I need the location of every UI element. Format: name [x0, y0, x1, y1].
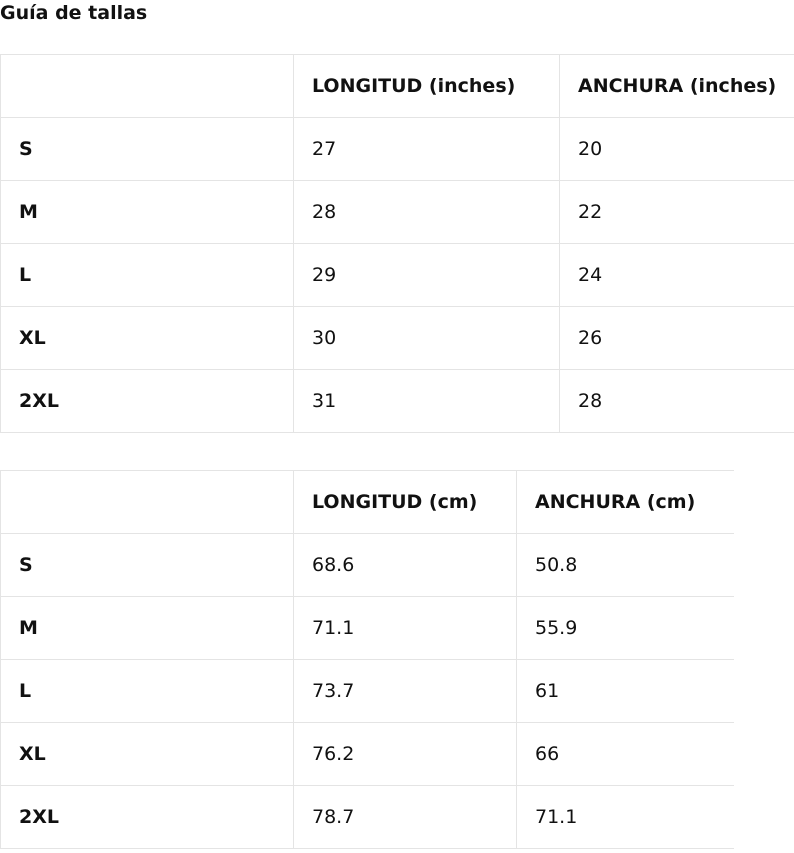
- length-cell: 27: [294, 118, 560, 181]
- table-row: [1, 370, 794, 433]
- size-table-inches-container: [0, 54, 794, 437]
- table-row: [1, 786, 735, 849]
- length-cell: 71.1: [294, 597, 517, 660]
- length-cell: 68.6: [294, 534, 517, 597]
- size-label-cell: 2XL: [1, 370, 294, 433]
- length-cell: 76.2: [294, 723, 517, 786]
- size-table-cm: [0, 470, 734, 849]
- header-cell-width: ANCHURA (cm): [517, 471, 735, 534]
- size-label-cell: L: [1, 244, 294, 307]
- header-cell-length: LONGITUD (inches): [294, 55, 560, 118]
- table-row: [1, 181, 794, 244]
- table-row: [1, 244, 794, 307]
- header-cell-empty: [1, 55, 294, 118]
- header-cell-empty: [1, 471, 294, 534]
- width-cell: 22: [560, 181, 794, 244]
- size-label-cell: 2XL: [1, 786, 294, 849]
- width-cell: 55.9: [517, 597, 735, 660]
- length-cell: 28: [294, 181, 560, 244]
- length-cell: 31: [294, 370, 560, 433]
- length-cell: 73.7: [294, 660, 517, 723]
- size-label-cell: XL: [1, 723, 294, 786]
- width-cell: 66: [517, 723, 735, 786]
- table-row: [1, 723, 735, 786]
- table-row: [1, 118, 794, 181]
- table-row: [1, 307, 794, 370]
- header-cell-width: ANCHURA (inches): [560, 55, 794, 118]
- header-cell-length: LONGITUD (cm): [294, 471, 517, 534]
- size-label-cell: S: [1, 534, 294, 597]
- table-row: [1, 597, 735, 660]
- width-cell: 26: [560, 307, 794, 370]
- width-cell: 61: [517, 660, 735, 723]
- width-cell: 20: [560, 118, 794, 181]
- width-cell: 24: [560, 244, 794, 307]
- length-cell: 78.7: [294, 786, 517, 849]
- size-label-cell: XL: [1, 307, 294, 370]
- size-label-cell: M: [1, 597, 294, 660]
- size-label-cell: L: [1, 660, 294, 723]
- page-title: Guía de tallas: [0, 2, 148, 24]
- table-row: [1, 660, 735, 723]
- length-cell: 29: [294, 244, 560, 307]
- size-table-inches: [0, 54, 794, 433]
- length-cell: 30: [294, 307, 560, 370]
- width-cell: 71.1: [517, 786, 735, 849]
- width-cell: 50.8: [517, 534, 735, 597]
- size-table-cm-container: [0, 470, 734, 853]
- size-label-cell: S: [1, 118, 294, 181]
- width-cell: 28: [560, 370, 794, 433]
- size-label-cell: M: [1, 181, 294, 244]
- table-header-row: [1, 55, 794, 118]
- table-header-row: [1, 471, 735, 534]
- table-row: [1, 534, 735, 597]
